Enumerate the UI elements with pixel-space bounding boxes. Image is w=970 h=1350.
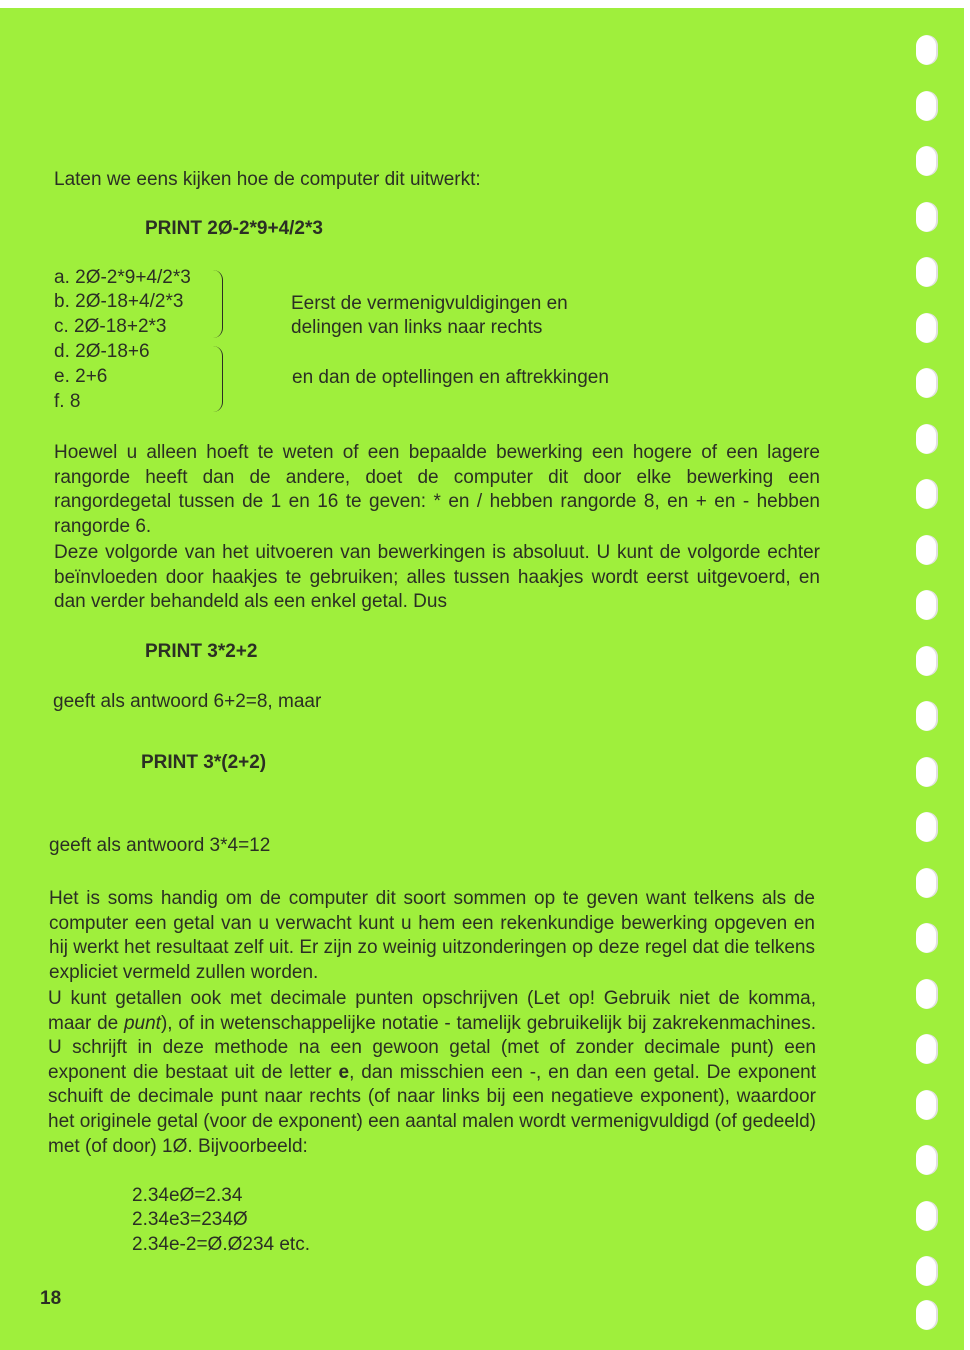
paragraph-decimale-part2: ), of in wetenschappelijke notatie - tamelijk gebruikelijk bij zakrekenmachines. U schrijft in deze methode na een gewoon getal (met of zonder decimale punt) een exponent die bestaat uit de letter bbox=[48, 1012, 816, 1083]
binding-hole bbox=[916, 868, 938, 898]
manual-page bbox=[0, 8, 964, 1350]
example-1: 2.34eØ=2.34 bbox=[132, 1185, 243, 1206]
binding-hole bbox=[916, 535, 938, 565]
step-e: e. 2+6 bbox=[54, 366, 108, 387]
example-3: 2.34e-2=Ø.Ø234 etc. bbox=[132, 1234, 310, 1255]
code-example-1: PRINT 2Ø-2*9+4/2*3 bbox=[145, 218, 323, 239]
example-2: 2.34e3=234Ø bbox=[132, 1209, 248, 1230]
paragraph-haakjes: Deze volgorde van het uitvoeren van bewerkingen is absoluut. U kunt de volgorde echter beïnvloeden door haakjes te gebruiken; alles tussen haakjes wordt eerst uitgevoerd, en dan verder behandeld als een enkel getal. Dus bbox=[54, 542, 820, 613]
paragraph-handig: Het is soms handig om de computer dit soort sommen op te geven want telkens als de computer een getal van u verwacht kunt u hem een rekenkundige bewerking opgeven en hij werkt het resultaat zelf uit. Er zijn zo weinig uitzonderingen op deze regel dat die telkens expliciet vermeld zullen worden. bbox=[49, 888, 815, 983]
binding-hole bbox=[916, 91, 938, 121]
binding-hole bbox=[916, 1256, 938, 1286]
binding-hole bbox=[916, 368, 938, 398]
binding-hole bbox=[916, 646, 938, 676]
binding-hole bbox=[916, 313, 938, 343]
note-multiply-line2: delingen van links naar rechts bbox=[291, 317, 543, 338]
binding-hole bbox=[916, 424, 938, 454]
step-c: c. 2Ø-18+2*3 bbox=[54, 316, 167, 337]
binding-hole bbox=[916, 979, 938, 1009]
binding-hole bbox=[916, 35, 938, 65]
letter-e: e bbox=[338, 1061, 350, 1083]
brace-1 bbox=[210, 270, 223, 338]
brace-2 bbox=[210, 346, 223, 412]
paragraph-decimale bbox=[48, 987, 816, 1159]
binding-hole bbox=[916, 701, 938, 731]
binding-hole bbox=[916, 479, 938, 509]
binding-hole bbox=[916, 757, 938, 787]
page-number: 18 bbox=[40, 1288, 62, 1309]
binding-hole bbox=[916, 812, 938, 842]
binding-hole bbox=[916, 257, 938, 287]
binding-hole bbox=[916, 1090, 938, 1120]
binding-hole bbox=[916, 202, 938, 232]
binding-hole bbox=[916, 1201, 938, 1231]
binding-hole bbox=[916, 590, 938, 620]
answer-2: geeft als antwoord 3*4=12 bbox=[49, 835, 271, 856]
answer-1: geeft als antwoord 6+2=8, maar bbox=[53, 691, 322, 712]
note-add: en dan de optellingen en aftrekkingen bbox=[292, 367, 609, 388]
binding-hole bbox=[916, 146, 938, 176]
emphasis-punt: punt bbox=[123, 1012, 161, 1034]
code-example-2: PRINT 3*2+2 bbox=[145, 641, 258, 662]
paragraph-rangorde: Hoewel u alleen hoeft te weten of een bepaalde bewerking een hogere of een lagere rangorde heeft dan de andere, doet de computer dit door elke bewerking een rangordegetal tussen de 1 en 16 te geven: * en / hebben rangorde 8, en + en - hebben rangorde 6. bbox=[54, 442, 820, 537]
step-d: d. 2Ø-18+6 bbox=[54, 341, 150, 362]
paragraph-decimale-part1: U kunt getallen ook met decimale punten opschrijven (Let op! Gebruik niet de komma, maar de bbox=[48, 988, 816, 1034]
binding-hole bbox=[916, 1300, 938, 1330]
code-example-3: PRINT 3*(2+2) bbox=[141, 752, 267, 773]
binding-hole bbox=[916, 923, 938, 953]
binding-hole bbox=[916, 1145, 938, 1175]
paragraph-decimale-part3: , dan misschien een -, en dan een getal. De exponent schuift de decimale punt naar rechts (of naar links bij een negatieve exponent), waardoor het originele getal (voor de exponent) een aantal malen wordt vermenigvuldigd (of gedeeld) met (of door) 1Ø. Bijvoorbeeld: bbox=[48, 1061, 816, 1157]
step-b: b. 2Ø-18+4/2*3 bbox=[54, 291, 184, 312]
intro-text: Laten we eens kijken hoe de computer dit uitwerkt: bbox=[54, 169, 481, 190]
step-a: a. 2Ø-2*9+4/2*3 bbox=[54, 267, 191, 288]
step-f: f. 8 bbox=[54, 391, 81, 412]
note-multiply-line1: Eerst de vermenigvuldigingen en bbox=[291, 293, 568, 314]
binding-hole bbox=[916, 1034, 938, 1064]
